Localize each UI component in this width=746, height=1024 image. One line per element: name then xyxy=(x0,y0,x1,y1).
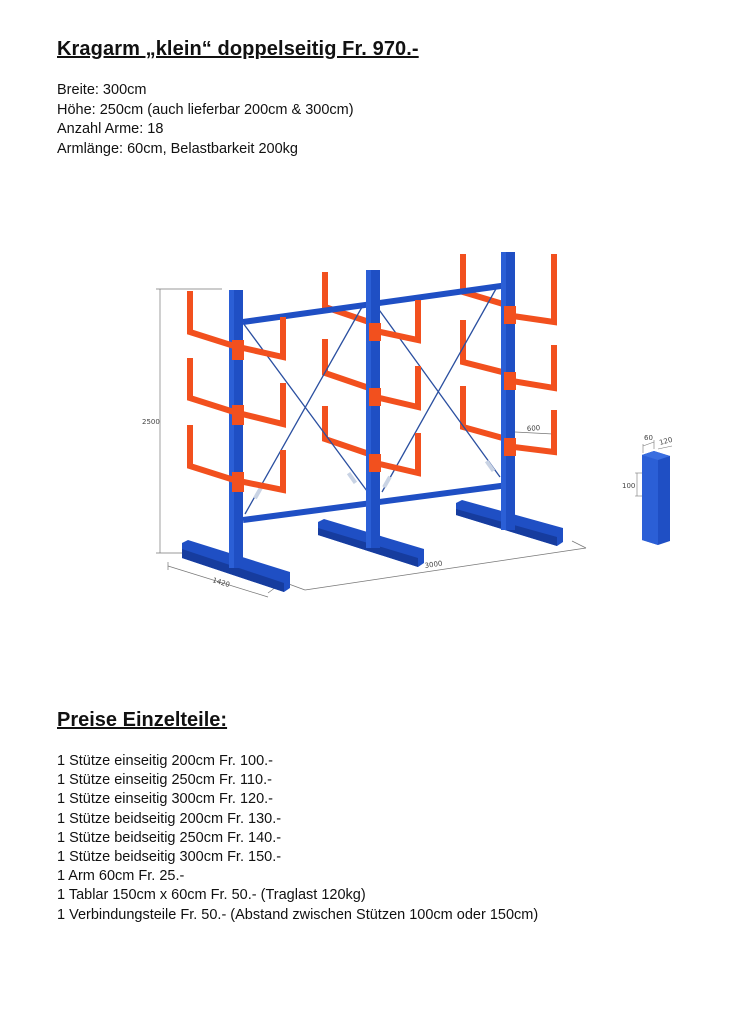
upright-profile-detail xyxy=(622,434,673,545)
spec-arm-length: Armlänge: 60cm, Belastbarkeit 200kg xyxy=(57,140,298,157)
price-item: 1 Stütze einseitig 250cm Fr. 110.- xyxy=(57,772,272,789)
price-item: 1 Verbindungsteile Fr. 50.- (Abstand zwischen Stützen 100cm oder 150cm) xyxy=(57,906,539,923)
spec-height: Höhe: 250cm (auch lieferbar 200cm & 300cm) xyxy=(57,101,354,118)
price-list xyxy=(57,752,538,925)
dim-hole-spacing-label: 100 xyxy=(622,482,636,490)
arms-back xyxy=(325,254,510,455)
dim-depth-label: 1420 xyxy=(211,576,231,590)
arm-brackets xyxy=(232,306,516,492)
prices-heading: Preise Einzelteile: xyxy=(57,709,228,731)
price-item: 1 Stütze einseitig 300cm Fr. 120.- xyxy=(57,791,273,808)
dim-profile-a-label: 60 xyxy=(644,434,653,442)
dim-profile-b-label: 120 xyxy=(658,435,674,447)
dim-height-label: 2500 xyxy=(142,418,160,426)
dim-arm-length-label: 600 xyxy=(526,424,541,433)
uprights xyxy=(229,252,515,568)
price-item: 1 Stütze beidseitig 300cm Fr. 150.- xyxy=(57,849,282,866)
price-item: 1 Stütze einseitig 200cm Fr. 100.- xyxy=(57,753,273,769)
price-item: 1 Arm 60cm Fr. 25.- xyxy=(57,868,185,885)
price-item: 1 Tablar 150cm x 60cm Fr. 50.- (Traglast 120kg) xyxy=(57,887,366,904)
spec-width: Breite: 300cm xyxy=(57,82,147,98)
spec-arm-count: Anzahl Arme: 18 xyxy=(57,121,164,137)
dim-width-label: 3000 xyxy=(424,559,443,570)
page-title: Kragarm „klein“ doppelseitig Fr. 970.- xyxy=(57,38,419,60)
price-item: 1 Stütze beidseitig 200cm Fr. 130.- xyxy=(57,810,282,827)
price-item: 1 Stütze beidseitig 250cm Fr. 140.- xyxy=(57,829,282,846)
